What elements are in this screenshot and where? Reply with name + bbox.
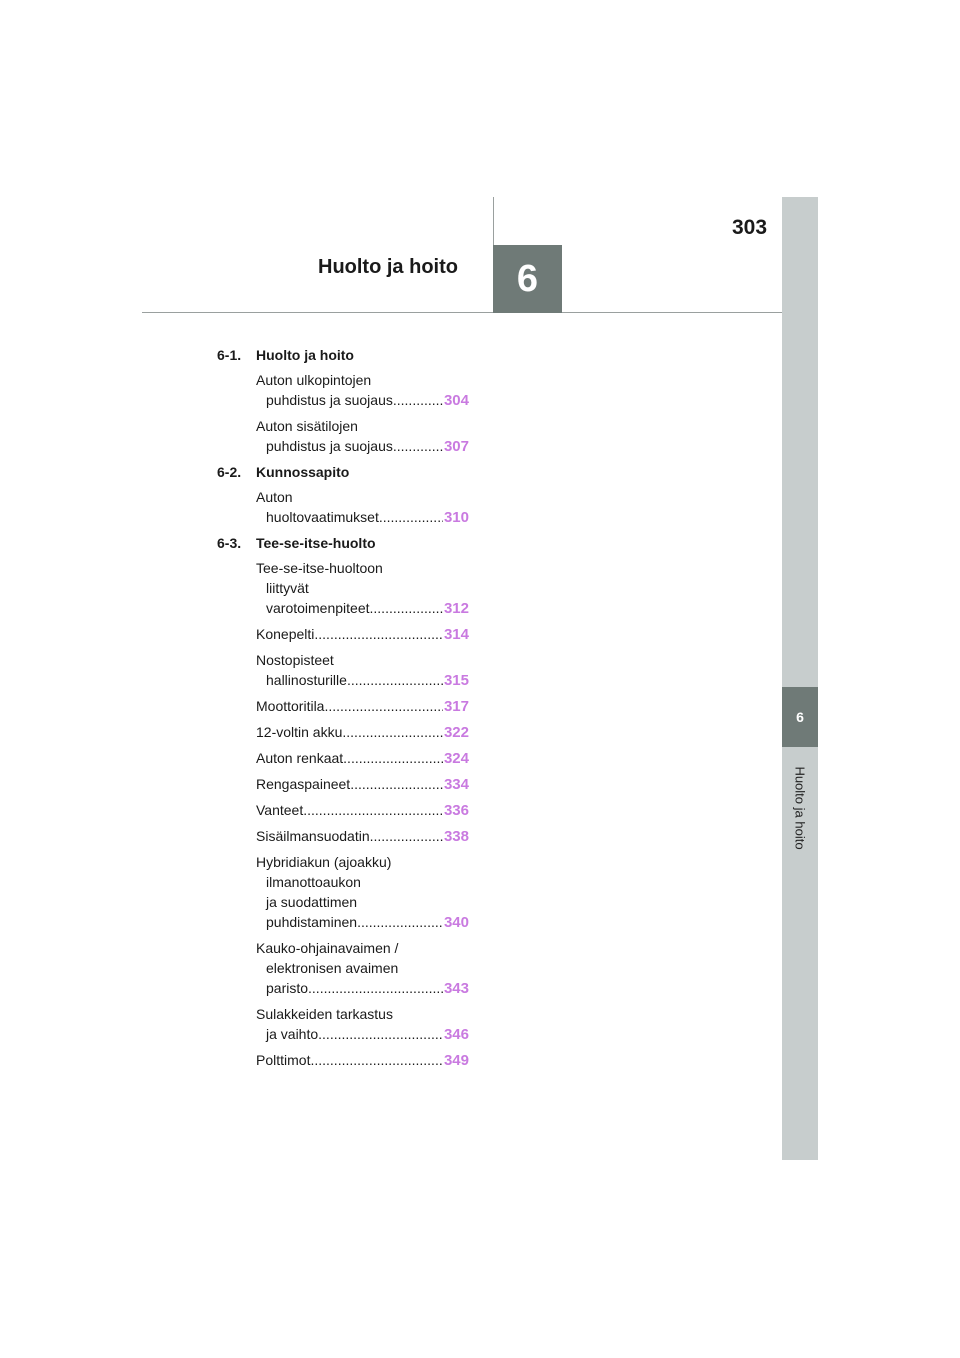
table-of-contents [217,345,469,1076]
toc-entry[interactable]: Hybridiakun (ajoakku) ilmanottoaukon ja suodattimen puhdistaminen ..... 340 [256,852,469,933]
toc-entry[interactable]: Tee-se-itse-huoltoon liittyvät varotoimenpiteet ..... 312 [256,558,469,619]
toc-entry[interactable]: Auton renkaat ..... 324 [256,748,469,769]
page-link[interactable]: 315 [443,672,469,689]
side-tab-number: 6 [782,687,818,747]
page-link[interactable]: 314 [443,626,469,643]
toc-entry[interactable]: Moottoritila ..... 317 [256,696,469,717]
page-link[interactable]: 312 [443,600,469,617]
page-link[interactable]: 310 [443,509,469,526]
chapter-title: Huolto ja hoito [318,256,458,278]
toc-entry[interactable]: Konepelti ..... 314 [256,624,469,645]
page-link[interactable]: 304 [443,392,469,409]
page-link[interactable]: 317 [443,698,469,715]
page-link[interactable]: 307 [443,438,469,455]
page-link[interactable]: 343 [443,980,469,997]
page-link[interactable]: 336 [443,802,469,819]
page-link[interactable]: 338 [443,828,469,845]
toc-entry[interactable]: Auton ulkopintojen puhdistus ja suojaus ..... 304 [256,370,469,411]
page-link[interactable]: 349 [443,1052,469,1069]
toc-entry[interactable]: Kauko-ohjainavaimen / elektronisen avaimen paristo ..... 343 [256,938,469,999]
toc-entry[interactable]: Nostopisteet hallinosturille ..... 315 [256,650,469,691]
toc-section-6-3: 6-3. Tee-se-itse-huolto [217,535,376,551]
divider-horizontal [142,312,782,313]
toc-section-6-1: 6-1. Huolto ja hoito [217,347,354,363]
chapter-number: 6 [493,245,562,313]
divider-vertical [493,197,494,245]
toc-entry[interactable]: Polttimot ..... 349 [256,1050,469,1071]
page-number: 303 [732,216,768,239]
side-tab-label: Huolto ja hoito [792,766,808,850]
toc-entry[interactable]: Sisäilmansuodatin ..... 338 [256,826,469,847]
page-link[interactable]: 340 [443,914,469,931]
toc-entry[interactable]: 12-voltin akku ..... 322 [256,722,469,743]
page-link[interactable]: 346 [443,1026,469,1043]
side-band [782,197,818,1160]
toc-entry[interactable]: Auton sisätilojen puhdistus ja suojaus ..... 307 [256,416,469,457]
page-link[interactable]: 334 [443,776,469,793]
toc-entry[interactable]: Sulakkeiden tarkastus ja vaihto ..... 346 [256,1004,469,1045]
toc-entry[interactable]: Rengaspaineet ..... 334 [256,774,469,795]
toc-entry[interactable]: Auton huoltovaatimukset ..... 310 [256,487,469,528]
page-link[interactable]: 322 [443,724,469,741]
page-link[interactable]: 324 [443,750,469,767]
toc-entry[interactable]: Vanteet ..... 336 [256,800,469,821]
toc-section-6-2: 6-2. Kunnossapito [217,464,350,480]
